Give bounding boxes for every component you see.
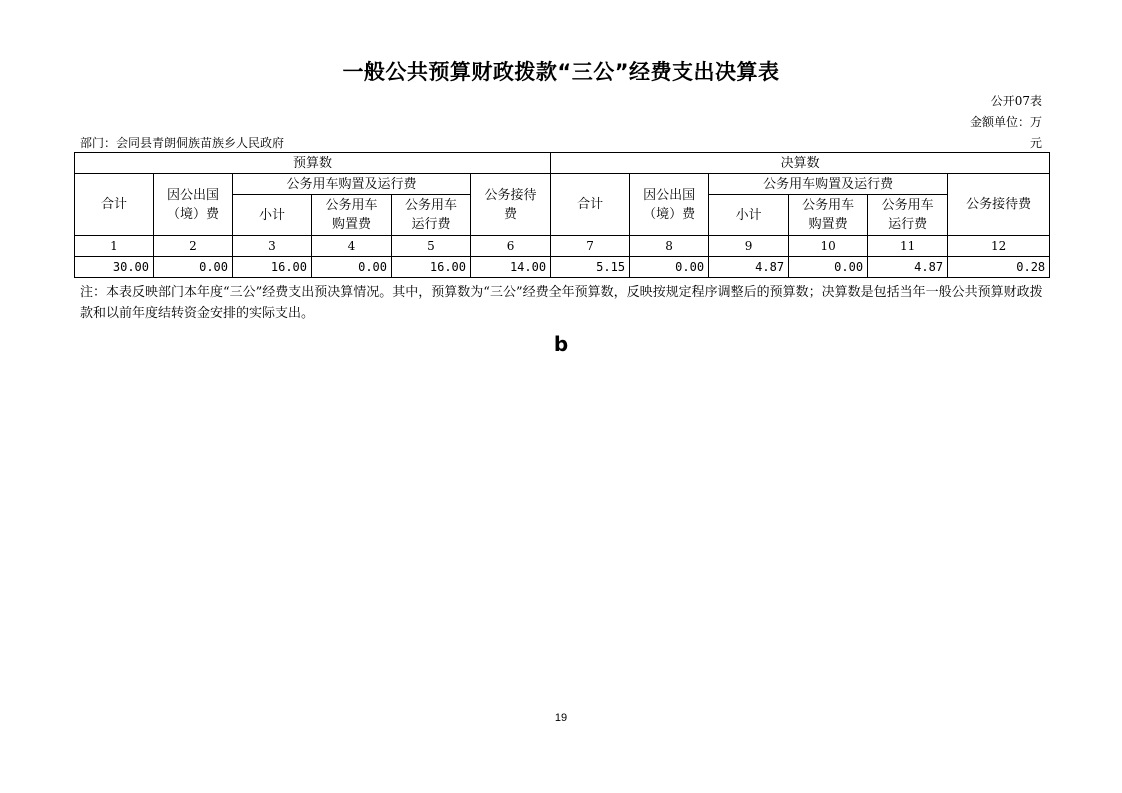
value-cell: 0.00 bbox=[789, 257, 868, 278]
value-cell: 0.00 bbox=[154, 257, 233, 278]
index-cell: 7 bbox=[551, 236, 630, 257]
index-cell: 8 bbox=[630, 236, 709, 257]
value-cell: 30.00 bbox=[75, 257, 154, 278]
value-cell: 4.87 bbox=[709, 257, 789, 278]
budget-abroad-header: 因公出国（境）费 bbox=[154, 174, 233, 236]
final-vehicle-operation-header: 公务用车运行费 bbox=[868, 195, 948, 236]
value-cell: 0.00 bbox=[630, 257, 709, 278]
final-abroad-header: 因公出国（境）费 bbox=[630, 174, 709, 236]
table-header-row bbox=[75, 174, 1050, 195]
table-note: 注：本表反映部门本年度“三公”经费支出预决算情况。其中，预算数为“三公”经费全年预算数，反映按规定程序调整后的预算数；决算数是包括当年一般公共预算财政拨款和以前年度结转资金安排的实际支出。 bbox=[80, 285, 1043, 321]
page-mark: b bbox=[553, 332, 569, 356]
budget-header: 预算数 bbox=[75, 153, 551, 174]
index-cell: 1 bbox=[75, 236, 154, 257]
unit-label-continued: 元 bbox=[1029, 136, 1042, 150]
value-cell: 0.00 bbox=[312, 257, 392, 278]
value-cell: 5.15 bbox=[551, 257, 630, 278]
final-subtotal-header: 小计 bbox=[709, 195, 789, 236]
index-cell: 10 bbox=[789, 236, 868, 257]
expense-table bbox=[74, 152, 1050, 278]
index-cell: 9 bbox=[709, 236, 789, 257]
final-header: 决算数 bbox=[551, 153, 1050, 174]
budget-subtotal-header: 小计 bbox=[233, 195, 312, 236]
budget-reception-header: 公务接待费 bbox=[471, 174, 551, 236]
index-cell: 11 bbox=[868, 236, 948, 257]
budget-vehicle-purchase-header: 公务用车购置费 bbox=[312, 195, 392, 236]
final-reception-header: 公务接待费 bbox=[948, 174, 1050, 236]
value-cell: 14.00 bbox=[471, 257, 551, 278]
final-vehicle-purchase-header: 公务用车购置费 bbox=[789, 195, 868, 236]
value-cell: 4.87 bbox=[868, 257, 948, 278]
index-cell: 12 bbox=[948, 236, 1050, 257]
budget-vehicle-operation-header: 公务用车运行费 bbox=[392, 195, 471, 236]
value-cell: 0.28 bbox=[948, 257, 1050, 278]
unit-label: 金额单位：万 bbox=[969, 115, 1042, 129]
final-total-header: 合计 bbox=[551, 174, 630, 236]
budget-vehicle-group-header: 公务用车购置及运行费 bbox=[233, 174, 471, 195]
department-label: 部门：会同县青朗侗族苗族乡人民政府 bbox=[80, 136, 285, 150]
budget-total-header: 合计 bbox=[75, 174, 154, 236]
page-number: 19 bbox=[554, 712, 568, 724]
table-index-row bbox=[75, 236, 1050, 257]
value-cell: 16.00 bbox=[392, 257, 471, 278]
index-cell: 5 bbox=[392, 236, 471, 257]
index-cell: 6 bbox=[471, 236, 551, 257]
form-code: 公开07表 bbox=[990, 94, 1042, 108]
final-vehicle-group-header: 公务用车购置及运行费 bbox=[709, 174, 948, 195]
page-title: 一般公共预算财政拨款“三公”经费支出决算表 bbox=[342, 60, 780, 84]
index-cell: 4 bbox=[312, 236, 392, 257]
table-header-row bbox=[75, 153, 1050, 174]
value-cell: 16.00 bbox=[233, 257, 312, 278]
index-cell: 2 bbox=[154, 236, 233, 257]
index-cell: 3 bbox=[233, 236, 312, 257]
table-row bbox=[75, 257, 1050, 278]
